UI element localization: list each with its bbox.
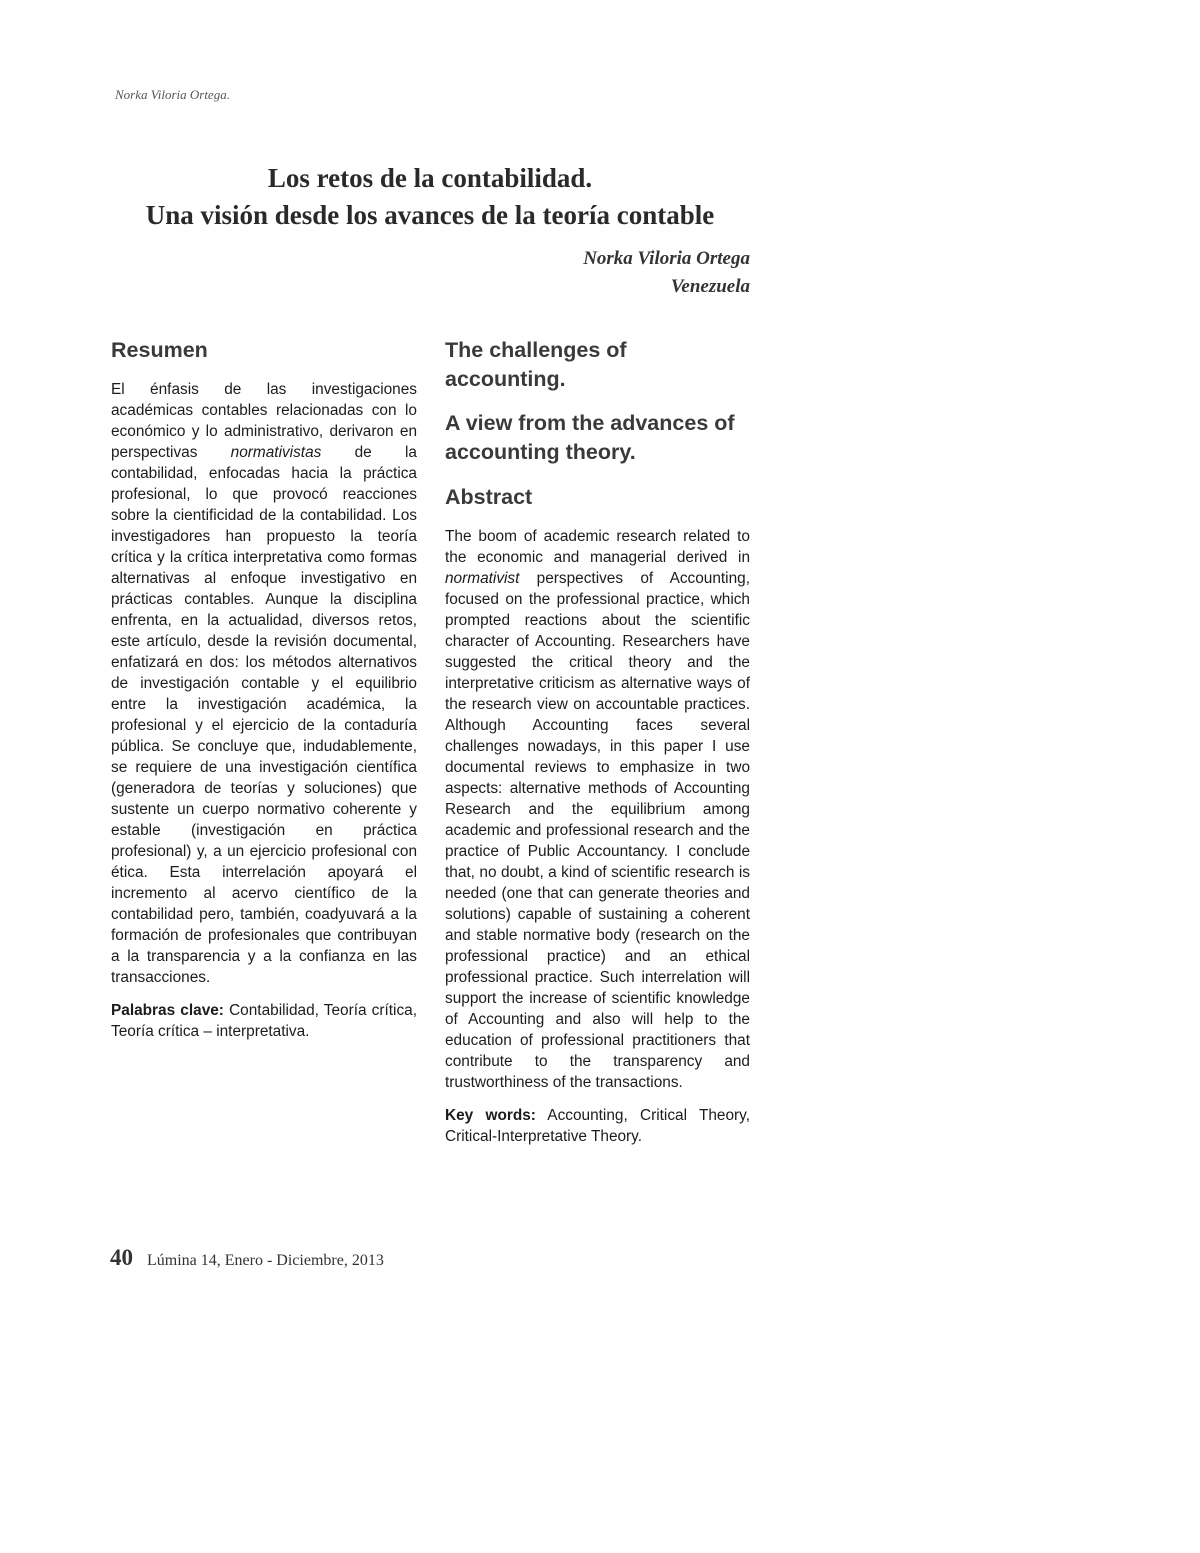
english-title-2: A view from the advances of accounting theory.	[445, 411, 735, 464]
resumen-heading: Resumen	[111, 338, 208, 362]
key-words-label: Key words:	[445, 1107, 536, 1124]
author-country: Venezuela	[670, 276, 750, 297]
resumen-column	[111, 336, 417, 1042]
english-title-1: The challenges of accounting.	[445, 338, 627, 391]
key-words	[445, 1105, 750, 1147]
article-title-line-1: Los retos de la contabilidad.	[267, 163, 593, 193]
page-number: 40	[110, 1245, 133, 1270]
abstract-body-italic: normativist	[445, 570, 520, 587]
palabras-clave-text: Contabilidad, Teoría crítica, Teoría crítica – interpretativa.	[111, 1002, 417, 1040]
abstract-body-start: The boom of academic research related to the economic and managerial derived in	[445, 528, 750, 566]
palabras-clave	[111, 1000, 417, 1042]
resumen-body-italic: normativistas	[230, 444, 322, 461]
page-footer	[110, 1245, 384, 1271]
author-byline	[583, 245, 750, 301]
abstract-body	[445, 526, 750, 1093]
journal-citation: Lúmina 14, Enero - Diciembre, 2013	[147, 1252, 384, 1269]
article-title-line-2: Una visión desde los avances de la teoría contable	[145, 200, 715, 230]
resumen-body-start: El énfasis de las investigaciones académicas contables relacionadas con lo económico y lo administrativo, derivaron en perspectivas	[111, 381, 417, 461]
abstract-heading: Abstract	[445, 485, 533, 509]
running-head: Norka Viloria Ortega.	[115, 87, 230, 102]
key-words-text: Accounting, Critical Theory, Critical-Interpretative Theory.	[445, 1107, 750, 1145]
resumen-body	[111, 379, 417, 988]
author-name: Norka Viloria Ortega	[583, 248, 750, 269]
article-title	[110, 160, 750, 234]
abstract-column	[445, 336, 750, 1147]
abstract-body-rest: perspectives of Accounting, focused on the professional practice, which prompted reactions about the scientific character of Accounting. Researchers have suggested the critical theory and the interpretative criticism as alternative ways of the research view on accountable practices. Although Accounting faces several challenges nowadays, in this paper I use documental reviews to emphasize in two aspects: alternative methods of Accounting Research and the equilibrium among academic and professional research and the practice of Public Accountancy. I conclude that, no doubt, a kind of scientific research is needed (one that can generate theories and solutions) capable of sustaining a coherent and stable normative body (research on the professional practice) and an ethical professional practice. Such interrelation will support the increase of scientific knowledge of Accounting and also will help to the education of professional practitioners that contribute to the transparency and trustworthiness of the transactions.	[445, 570, 750, 1091]
resumen-body-rest: de la contabilidad, enfocadas hacia la práctica profesional, lo que provocó reacciones sobre la cientificidad de la contabilidad. Los investigadores han propuesto la teoría crítica y la crítica interpretativa como formas alternativas al enfoque investigativo en prácticas contables. Aunque la disciplina enfrenta, en la actualidad, diversos retos, este artículo, desde la revisión documental, enfatizará en dos: los métodos alternativos de investigación contable y el equilibrio entre la investigación académica, la profesional y el ejercicio de la contaduría pública. Se concluye que, indudablemente, se requiere de una investigación científica (generadora de teorías y soluciones) que sustente un cuerpo normativo coherente y estable (investigación en práctica profesional) y, a un ejercicio profesional con ética. Esta interrelación apoyará el incremento al acervo científico de la contabilidad pero, también, coadyuvará a la formación de profesionales que contribuyan a la transparencia y a la confianza en las transacciones.	[111, 444, 417, 986]
palabras-clave-label: Palabras clave:	[111, 1002, 224, 1019]
